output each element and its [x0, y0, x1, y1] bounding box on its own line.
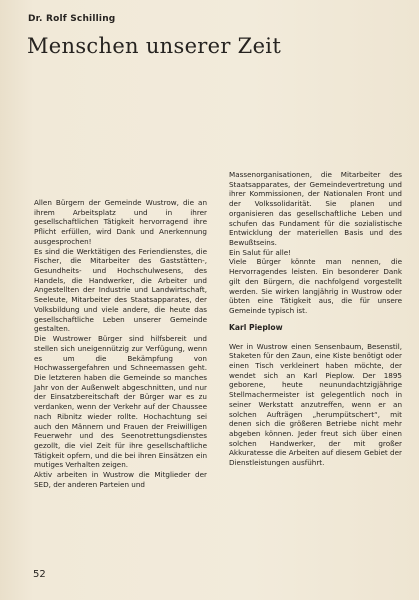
- paragraph: Massenorganisationen, die Mitarbeiter des Staatsapparates, der Gemeindevertretung und ihrer Kommissionen, der Nationalen Front und der Volkssolidarität. Sie planen und organisieren das gesellschaftliche Leben und schufen das Fundament für die sozialistische Entwicklung der materiellen Basis und des Bewußtseins.: [229, 170, 402, 248]
- section-subheading: Karl Pieplow: [229, 322, 283, 332]
- paragraph: Es sind die Werktätigen des Feriendienstes, die Fischer, die Mitarbeiter des Gaststätten-, Gesundheits- und Hochschulwesens, des Handels, die Handwerker, die Arbeiter und Angestellten der Industrie und Landwirtschaft, Seeleute, Mitarbeiter des Staatsapparates, der Volksbildung und viele andere, die heute das gesellschaftliche Leben unserer Gemeinde gestalten.: [34, 246, 207, 334]
- paragraph: Wer in Wustrow einen Sensenbaum, Besenstil, Staketen für den Zaun, eine Kiste benötigt oder einen Tisch verkleinert haben möchte, der wendet sich an Karl Pieplow. Der 1895 geborene, heute neunundachtzigjährige Stellmachermeister ist gelegentlich noch in seiner Werkstatt anzutreffen, wenn er an solchen Aufträgen „herumpütschert“, mit denen sich die größeren Betriebe nicht mehr abgeben können. Jeder freut sich über einen solchen Handwerker, der mit großer Akkuratesse die Arbeiten auf diesem Gebiet der Dienstleistungen ausführt.: [229, 341, 402, 468]
- paragraph: Aktiv arbeiten in Wustrow die Mitglieder der SED, der anderen Parteien und: [34, 470, 207, 489]
- paragraph: Viele Bürger könnte man nennen, die Hervorragendes leisten. Ein besonderer Dank gilt den Bürgern, die nachfolgend vorgestellt werden. Sie wirken langjährig in Wustrow oder übten eine Tätigkeit aus, die für unsere Gemeinde typisch ist.: [229, 257, 402, 316]
- author-name: Dr. Rolf Schilling: [28, 14, 116, 24]
- article-title: Menschen unserer Zeit: [27, 34, 282, 58]
- paragraph: Die Wustrower Bürger sind hilfsbereit und stellen sich uneigennützig zur Verfügung, wenn es um die Bekämpfung von Hochwassergefahren und Schneemassen geht. Die letzteren haben die Gemeinde so manches Jahr von der Außenwelt abgeschnitten, und nur der Einsatzbereitschaft der Bürger war es zu verdanken, wenn der Verkehr auf der Chaussee nach Ribnitz wieder rollte. Hochachtung sei auch den Männern und Frauen der Freiwilligen Feuerwehr und des Seenotrettungsdienstes gezollt, die viel Zeit für ihre gesellschaftliche Tätigkeit opfern, und die bei ihren Einsätzen ein mutiges Verhalten zeigen.: [34, 334, 207, 470]
- paragraph: Ein Salut für alle!: [229, 247, 292, 257]
- right-text-column: [229, 170, 402, 468]
- left-text-column: [34, 198, 207, 490]
- paragraph: Allen Bürgern der Gemeinde Wustrow, die an ihrem Arbeitsplatz und in ihrer gesellschaftlichen Tätigkeit hervorragend ihre Pflicht erfüllen, wird Dank und Anerkennung ausgesprochen!: [34, 198, 207, 246]
- page-number: 52: [33, 569, 46, 580]
